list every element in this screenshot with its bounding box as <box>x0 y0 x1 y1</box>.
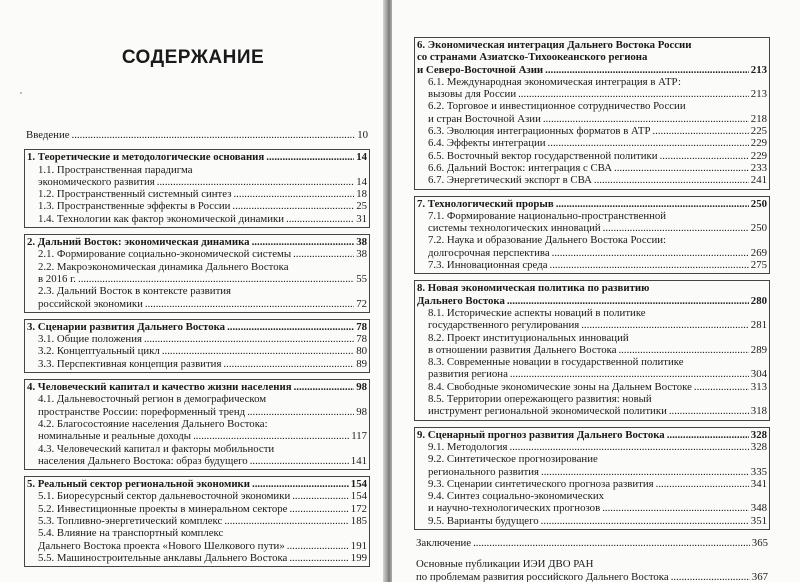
section-heading[interactable] <box>27 321 367 333</box>
entry-label: 6.6. Дальний Восток: интеграция с СВА <box>428 161 612 174</box>
subsection-entry[interactable] <box>27 176 367 188</box>
leader-dots <box>193 430 349 442</box>
page-number: 199 <box>350 551 367 564</box>
section-heading[interactable] <box>417 295 767 307</box>
entry-label: 5. Реальный сектор региональной экономики <box>27 478 250 491</box>
subsection-entry[interactable] <box>417 125 767 137</box>
subsection-entry[interactable] <box>417 222 767 234</box>
leader-dots <box>694 381 749 393</box>
entry-label: 7. Технологический прорыв <box>417 197 554 210</box>
leader-dots <box>266 151 354 163</box>
subsection-entry[interactable] <box>417 478 767 490</box>
subsection-title-line: 2.2. Макроэкономическая динамика Дальнего Востока <box>38 260 289 273</box>
entry-label: 3.1. Общие положения <box>38 333 142 346</box>
subsection-entry[interactable] <box>417 259 767 271</box>
subsection-entry[interactable] <box>27 213 367 225</box>
page-number: 14 <box>356 175 367 188</box>
entry-label: российской экономики <box>38 297 143 310</box>
subsection-title-line: 4.1. Дальневосточный регион в демографическом <box>38 393 267 406</box>
entry-label: 2. Дальний Восток: экономическая динамика <box>27 236 250 249</box>
page-number: 229 <box>750 149 767 162</box>
page-number: 14 <box>356 151 367 164</box>
entry-label: 5.5. Машиностроительные анклавы Дальнего Востока <box>38 551 288 564</box>
entry-label: системы технологических инноваций <box>428 222 601 235</box>
page-number: 89 <box>356 357 367 370</box>
section-heading[interactable] <box>27 236 367 248</box>
entry-label: 1.3. Пространственные эффекты в России <box>38 200 231 213</box>
entry-label: 5.3. Топливно-энергетический комплекс <box>38 515 223 528</box>
leader-dots <box>287 540 349 552</box>
toc-section <box>414 280 770 420</box>
page-number: 154 <box>350 490 367 503</box>
page-number: 289 <box>750 343 767 356</box>
entry-label: Дальнего Востока проекта «Нового Шелкового пути» <box>38 539 285 552</box>
page-number: 218 <box>750 112 767 125</box>
subsection-entry[interactable] <box>417 441 767 453</box>
page-number: 328 <box>750 428 767 441</box>
section-heading-line: со странами Азиатско-Тихоокеанского региона <box>417 51 648 64</box>
entry-label: номинальные и реальные доходы <box>38 430 192 443</box>
section-heading[interactable] <box>27 478 367 490</box>
page-number: 280 <box>750 294 767 307</box>
entry-label: по проблемам развития российского Дальнего Востока <box>416 570 669 582</box>
subsection-entry[interactable] <box>417 247 767 259</box>
leader-dots <box>72 129 356 141</box>
entry-label: Дальнего Востока <box>417 294 505 307</box>
page-number: 335 <box>750 465 767 478</box>
entry-label: 8.4. Свободные экономические зоны на Дальнем Востоке <box>428 380 692 393</box>
section-heading[interactable] <box>417 429 767 441</box>
leader-dots <box>289 552 348 564</box>
entry-label: Заключение <box>416 536 472 549</box>
page-number: 281 <box>750 319 767 332</box>
leader-dots <box>545 64 749 76</box>
subsection-entry[interactable] <box>27 515 367 527</box>
page-number: 275 <box>750 259 767 272</box>
leader-dots <box>144 333 354 345</box>
toc-section <box>414 427 770 530</box>
subsection-entry[interactable] <box>27 540 367 552</box>
leader-dots <box>224 515 348 527</box>
entry-label: регионального развития <box>428 465 540 478</box>
leader-dots <box>510 441 749 453</box>
page-number: 78 <box>356 320 367 333</box>
subsection-title-line: 8.5. Территории опережающего развития: новый <box>428 393 652 406</box>
leader-dots <box>227 321 354 333</box>
page-number: 38 <box>356 248 367 261</box>
section-heading[interactable] <box>417 64 767 76</box>
leader-dots <box>286 213 354 225</box>
leader-dots <box>548 137 749 149</box>
subsection-entry[interactable] <box>417 150 767 162</box>
entry-label: 6.7. Энергетический экспорт в СВА <box>428 174 592 187</box>
page-number: 80 <box>356 345 367 358</box>
leader-dots <box>618 344 748 356</box>
subsection-title-line: 9.4. Синтез социально-экономических <box>428 490 604 503</box>
page-number: 25 <box>356 200 367 213</box>
page-number: 318 <box>750 405 767 418</box>
page-number: 213 <box>750 88 767 101</box>
leader-dots <box>660 150 749 162</box>
leader-dots <box>543 113 749 125</box>
subsection-entry[interactable] <box>27 345 367 357</box>
leader-dots <box>594 174 749 186</box>
leader-dots <box>652 125 748 137</box>
leader-dots <box>541 466 749 478</box>
subsection-entry[interactable] <box>417 319 767 331</box>
page-number: 351 <box>750 514 767 527</box>
left-page <box>0 0 386 582</box>
entry-label: 1. Теоретические и методологические основания <box>27 151 265 164</box>
leader-dots <box>157 176 354 188</box>
section-heading-line: 6. Экономическая интеграция Дальнего Востока России <box>417 39 692 51</box>
page-number: 229 <box>750 137 767 150</box>
page-title: СОДЕРЖАНИЕ <box>121 47 265 68</box>
page-number: 18 <box>356 188 367 201</box>
page-number: 78 <box>356 333 367 346</box>
toc-publications <box>414 557 770 582</box>
entry-label: пространстве России: пореформенный тренд <box>38 405 246 418</box>
subsection-entry[interactable] <box>27 248 367 260</box>
leader-dots <box>510 368 749 380</box>
entry-label: инструмент региональной экономической политики <box>428 405 667 418</box>
entry-label: 9. Сценарный прогноз развития Дальнего Востока <box>417 428 665 441</box>
toc-left-column <box>24 128 370 573</box>
subsection-entry[interactable] <box>27 298 367 310</box>
leader-dots <box>294 381 355 393</box>
toc-section <box>24 379 370 470</box>
subsection-title-line: 6.2. Торговое и инвестиционное сотрудничество России <box>428 100 686 113</box>
subsection-entry[interactable] <box>417 368 767 380</box>
page-number: 269 <box>750 246 767 259</box>
toc-section <box>24 476 370 567</box>
page-number: 117 <box>351 430 367 443</box>
entry-label: и стран Восточной Азии <box>428 112 541 125</box>
entry-label: 7.3. Инновационная среда <box>428 259 548 272</box>
leader-dots <box>250 455 349 467</box>
entry-label: 5.2. Инвестиционные проекты в минеральном секторе <box>38 502 288 515</box>
leader-dots <box>247 406 354 418</box>
subsection-title-line: 8.2. Проект институциональных инноваций <box>428 331 629 344</box>
page-number: 250 <box>750 197 767 210</box>
subsection-title-line: 9.2. Синтетическое прогнозирование <box>428 453 598 466</box>
entry-label: населения Дальнего Востока: образ будущего <box>38 454 248 467</box>
subsection-title-line: 6.1. Международная экономическая интеграция в АТР: <box>428 75 681 88</box>
page-number: 191 <box>350 539 367 552</box>
section-heading[interactable] <box>417 198 767 210</box>
toc-section <box>24 319 370 373</box>
toc-section <box>24 234 370 313</box>
page-number: 313 <box>750 380 767 393</box>
leader-dots <box>289 503 348 515</box>
subsection-title-line: 7.1. Формирование национально-пространственной <box>428 209 667 222</box>
subsection-title-line: 4.2. Благосостояние населения Дальнего Востока: <box>38 417 268 430</box>
subsection-entry[interactable] <box>417 344 767 356</box>
subsection-entry[interactable] <box>27 188 367 200</box>
leader-dots <box>232 200 354 212</box>
page-number: 141 <box>350 454 367 467</box>
toc-right-column <box>414 37 770 582</box>
subsection-title-line: 5.4. Влияние на транспортный комплекс <box>38 527 224 540</box>
entry-label: государственного регулирования <box>428 319 580 332</box>
subsection-title-line: 4.3. Человеческий капитал и факторы мобильности <box>38 442 275 455</box>
page-number: 367 <box>751 570 768 582</box>
entry-label: и научно-технологических прогнозов <box>428 502 601 515</box>
entry-label: 6.3. Эволюция интеграционных форматов в АТР <box>428 125 651 138</box>
page-number: 304 <box>750 368 767 381</box>
page-number: 328 <box>750 440 767 453</box>
leader-dots <box>145 298 354 310</box>
leader-dots <box>550 259 749 271</box>
entry-label: 3.3. Перспективная концепция развития <box>38 357 222 370</box>
subsection-entry[interactable] <box>27 406 367 418</box>
entry-label: 2.1. Формирование социально-экономической системы <box>38 248 292 261</box>
page-number: 98 <box>356 381 367 394</box>
leader-dots <box>293 248 354 260</box>
entry-label: 1.2. Пространственный системный синтез <box>38 188 232 201</box>
subsection-entry[interactable] <box>417 113 767 125</box>
leader-dots <box>473 537 750 549</box>
page-number: 250 <box>750 222 767 235</box>
leader-dots <box>541 515 749 527</box>
leader-dots <box>252 478 349 490</box>
subsection-entry[interactable] <box>27 200 367 212</box>
leader-dots <box>552 247 749 259</box>
page-number: 365 <box>751 536 768 549</box>
entry-label: в отношении развития Дальнего Востока <box>428 343 617 356</box>
entry-label: 9.1. Методология <box>428 440 508 453</box>
page-number: 233 <box>750 161 767 174</box>
toc-entry-conclusion[interactable] <box>416 537 768 549</box>
page-number: 55 <box>356 272 367 285</box>
subsection-entry[interactable] <box>27 490 367 502</box>
entry-label: экономического развития <box>38 175 155 188</box>
page-number: 172 <box>350 502 367 515</box>
entry-label: 4. Человеческий капитал и качество жизни населения <box>27 381 292 394</box>
leader-dots <box>518 88 749 100</box>
right-page <box>392 0 800 582</box>
subsection-title-line: 1.1. Пространственная парадигма <box>38 163 193 176</box>
page-number: 38 <box>356 236 367 249</box>
page-number: 154 <box>350 478 367 491</box>
leader-dots <box>223 358 354 370</box>
entry-label: и Северо-Восточной Азии <box>417 63 544 76</box>
subsection-entry[interactable] <box>27 552 367 564</box>
subsection-entry[interactable] <box>417 174 767 186</box>
entry-label: 6.5. Восточный вектор государственной политики <box>428 149 658 162</box>
subsection-entry[interactable] <box>417 381 767 393</box>
entry-label: развития региона <box>428 368 508 381</box>
leader-dots <box>603 222 749 234</box>
subsection-entry[interactable] <box>417 515 767 527</box>
entry-label: 1.4. Технологии как фактор экономической динамики <box>38 212 285 225</box>
entry-label: 3. Сценарии развития Дальнего Востока <box>27 320 226 333</box>
entry-label: 3.2. Концептуальный цикл <box>38 345 160 358</box>
entry-label: 9.5. Варианты будущего <box>428 514 539 527</box>
entry-label: 5.1. Биоресурсный сектор дальневосточной экономики <box>38 490 291 503</box>
entry-label: 9.3. Сценарии синтетического прогноза развития <box>428 477 654 490</box>
page-number: 225 <box>750 125 767 138</box>
subsection-entry[interactable] <box>417 137 767 149</box>
section-heading-line: 8. Новая экономическая политика по развитию <box>417 282 650 295</box>
entry-label: вызовы для России <box>428 88 517 101</box>
toc-intro <box>24 128 370 143</box>
leader-dots <box>602 502 749 514</box>
toc-conclusion <box>414 536 770 551</box>
publications-title-line: Основные публикации ИЭИ ДВО РАН <box>416 558 594 571</box>
subsection-entry[interactable] <box>27 503 367 515</box>
subsection-entry[interactable] <box>417 466 767 478</box>
subsection-entry[interactable] <box>27 358 367 370</box>
subsection-title-line: 2.3. Дальний Восток в контексте развития <box>38 285 232 298</box>
entry-label: 6.4. Эффекты интеграции <box>428 137 546 150</box>
toc-section <box>414 196 770 275</box>
leader-dots <box>556 198 749 210</box>
leader-dots <box>78 273 354 285</box>
subsection-entry[interactable] <box>417 162 767 174</box>
leader-dots <box>581 319 749 331</box>
page-number: 241 <box>750 174 767 187</box>
subsection-entry[interactable] <box>417 88 767 100</box>
subsection-title-line: 7.2. Наука и образование Дальнего Востока России: <box>428 234 667 247</box>
leader-dots <box>656 478 749 490</box>
leader-dots <box>162 345 354 357</box>
subsection-entry[interactable] <box>417 502 767 514</box>
page-number: 341 <box>750 477 767 490</box>
section-heading[interactable] <box>27 151 367 163</box>
leader-dots <box>252 236 355 248</box>
subsection-entry[interactable] <box>27 273 367 285</box>
toc-entry-publications[interactable] <box>416 571 768 582</box>
subsection-entry[interactable] <box>27 430 367 442</box>
entry-label: в 2016 г. <box>38 272 76 285</box>
leader-dots <box>667 429 749 441</box>
page-number: 72 <box>356 297 367 310</box>
page-number: 185 <box>350 515 367 528</box>
page-number: 31 <box>356 212 367 225</box>
subsection-title-line: 8.3. Современные новации в государственной политике <box>428 356 684 369</box>
leader-dots <box>507 295 749 307</box>
toc-section <box>414 37 770 190</box>
leader-dots <box>671 571 750 582</box>
subsection-entry[interactable] <box>27 455 367 467</box>
subsection-entry[interactable] <box>417 405 767 417</box>
speck-mark <box>20 92 22 94</box>
entry-label: Введение <box>26 129 70 141</box>
leader-dots <box>669 405 749 417</box>
page-number: 98 <box>356 405 367 418</box>
section-heading[interactable] <box>27 381 367 393</box>
toc-entry-intro[interactable] <box>26 129 368 141</box>
leader-dots <box>292 490 349 502</box>
page-number: 213 <box>750 63 767 76</box>
page-number: 348 <box>750 502 767 515</box>
page-number: 10 <box>357 129 368 141</box>
subsection-entry[interactable] <box>27 333 367 345</box>
toc-section <box>24 149 370 228</box>
entry-label: долгосрочная перспектива <box>428 246 550 259</box>
leader-dots <box>614 162 749 174</box>
leader-dots <box>233 188 354 200</box>
subsection-title-line: 8.1. Исторические аспекты новаций в политике <box>428 306 646 319</box>
